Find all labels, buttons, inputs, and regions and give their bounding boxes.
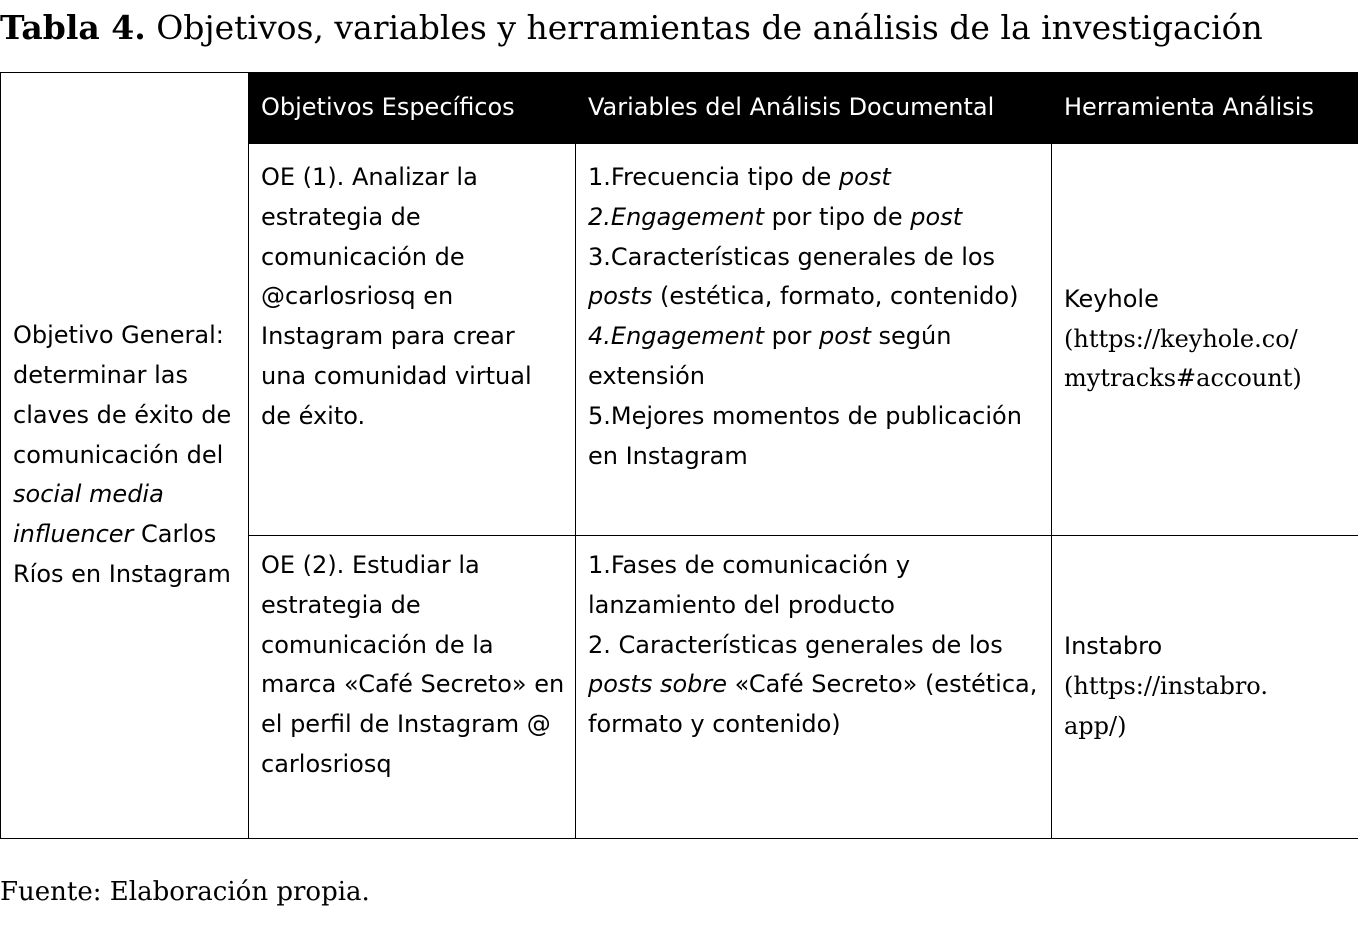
general-objective-cell bbox=[1, 73, 249, 839]
specific-objective-2: OE (2). Estudiar la estrategia de comunicación de la marca «Café Secreto» en el perfil de Instagram @ carlosriosq bbox=[249, 536, 576, 839]
general-objective-italic: social media influencer bbox=[13, 480, 164, 549]
header-variables: Variables del Análisis Documental bbox=[576, 73, 1052, 144]
tool-url: mytracks#account) bbox=[1064, 364, 1302, 393]
table-caption-text: Objetivos, variables y herramientas de análisis de la investigación bbox=[156, 8, 1263, 47]
table-source: Fuente: Elaboración propia. bbox=[0, 877, 370, 907]
tool-url: app/) bbox=[1064, 711, 1127, 740]
tool-url: (https://keyhole.co/ bbox=[1064, 324, 1298, 353]
table-caption-label: Tabla 4. bbox=[0, 8, 146, 47]
tool-2 bbox=[1052, 536, 1358, 839]
research-table bbox=[0, 72, 1358, 839]
tool-1 bbox=[1052, 144, 1358, 536]
header-row bbox=[1, 73, 1358, 144]
variables-2: 1.Fases de comunicación y lanzamiento del producto 2. Características generales de los posts sobre «Café Secreto» (estética, formato y contenido) bbox=[576, 536, 1052, 839]
tool-url: (https://instabro. bbox=[1064, 672, 1268, 701]
general-objective-suffix: Carlos Ríos en Instagram bbox=[13, 520, 231, 588]
general-objective-prefix: Objetivo General: determinar las claves de éxito de comunicación del bbox=[13, 321, 232, 469]
tool-name: Instabro bbox=[1064, 632, 1163, 661]
table-caption bbox=[0, 6, 1358, 50]
header-objectives: Objetivos Específicos bbox=[249, 73, 576, 144]
tool-name: Keyhole bbox=[1064, 284, 1159, 313]
variables-1: 1.Frecuencia tipo de post 2.Engagement por tipo de post 3.Características generales de los posts (estética, formato, contenido) 4.Engagement por post según extensión 5.Mejores momentos de publicación en Instagram bbox=[576, 144, 1052, 536]
specific-objective-1: OE (1). Analizar la estrategia de comunicación de @carlosriosq en Instagram para crear una comunidad virtual de éxito. bbox=[249, 144, 576, 536]
header-tool: Herramienta Análisis bbox=[1052, 73, 1358, 144]
